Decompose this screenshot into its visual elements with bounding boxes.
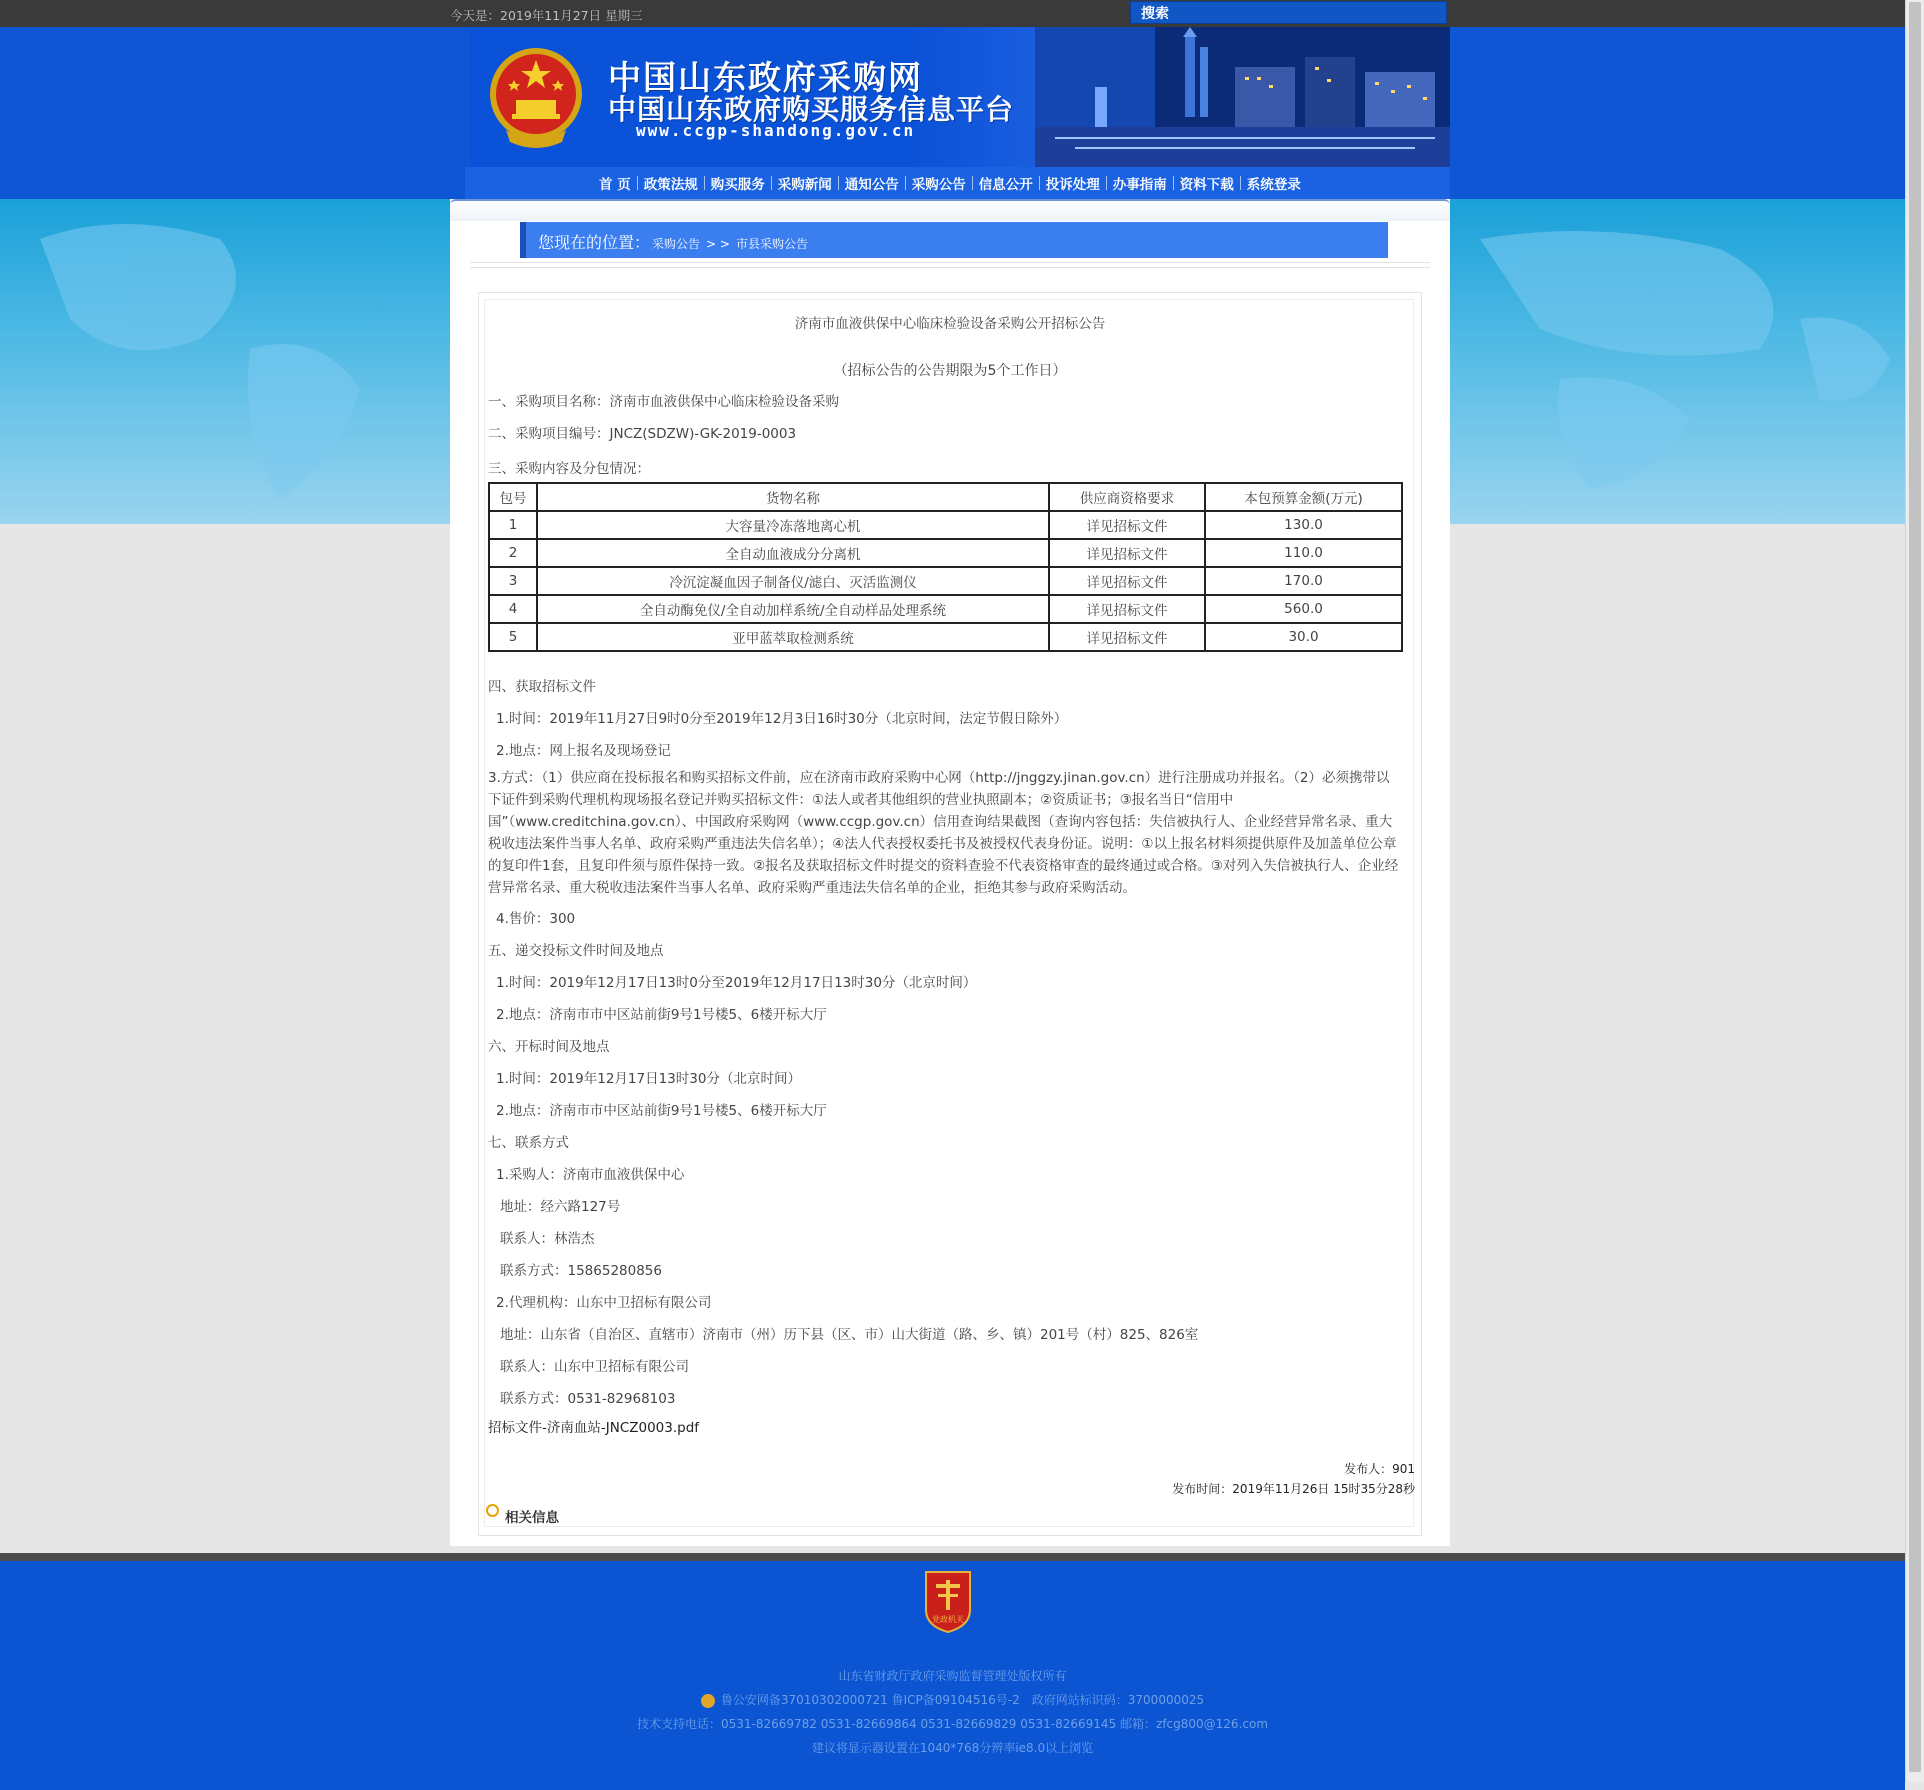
cell-budget: 30.0 [1205,623,1402,651]
nav-download[interactable]: 资料下载 [1179,177,1234,193]
cell-budget: 110.0 [1205,539,1402,567]
national-emblem-icon [488,44,584,150]
section-6-heading: 六、开标时间及地点 [488,1039,610,1055]
cell-goods-name: 冷沉淀凝血因子制备仪/滤白、灭活监测仪 [537,567,1049,595]
breadcrumb-separator: > > [706,237,730,251]
buyer-name: 1.采购人：济南市血液供保中心 [496,1167,685,1183]
section-4-heading: 四、获取招标文件 [488,679,596,695]
site-url: www.ccgp-shandong.gov.cn [636,121,916,140]
sec-4-place: 2.地点：网上报名及现场登记 [496,743,671,759]
sec-4-price: 4.售价：300 [496,911,576,927]
top-bar [0,0,1905,27]
cell-package-no: 3 [489,567,537,595]
city-skyline-image [1035,27,1450,167]
panel-top-rim [450,199,1450,221]
table-row [489,595,1402,623]
agent-address: 地址：山东省（自治区、直辖市）济南市（州）历下县（区、市）山大街道（路、乡、镇）201号（村）825、826室 [500,1327,1199,1343]
package-heading: 三、采购内容及分包情况： [488,461,650,477]
table-row [489,623,1402,651]
buyer-address: 地址：经六路127号 [500,1199,621,1215]
scrollbar-thumb[interactable] [1909,2,1921,1772]
nav-complaint[interactable]: 投诉处理 [1045,177,1100,193]
agent-name: 2.代理机构：山东中卫招标有限公司 [496,1295,712,1311]
cell-qualification: 详见招标文件 [1049,595,1205,623]
section-7-heading: 七、联系方式 [488,1135,569,1151]
breadcrumb-link-city-county[interactable]: 市县采购公告 [735,237,808,251]
section-5-heading: 五、递交投标文件时间及地点 [488,943,664,959]
sec-5-place: 2.地点：济南市市中区站前街9号1号楼5、6楼开标大厅 [496,1007,827,1023]
nav-news[interactable]: 采购新闻 [777,177,832,193]
related-info-label[interactable]: 相关信息 [505,1510,559,1526]
article-title: 济南市血液供保中心临床检验设备采购公开招标公告 [794,316,1106,332]
nav-home[interactable]: 首 页 [599,177,631,193]
cell-budget: 130.0 [1205,511,1402,539]
main-nav [465,167,1450,199]
breadcrumb [520,222,1388,258]
cell-goods-name: 亚甲蓝萃取检测系统 [537,623,1049,651]
cell-qualification: 详见招标文件 [1049,623,1205,651]
publish-time: 发布时间：2019年11月26日 15时35分28秒 [1172,1482,1415,1496]
buyer-contact: 联系人：林浩杰 [500,1231,595,1247]
col-budget: 本包预算金额(万元) [1205,483,1402,511]
agent-phone: 联系方式：0531-82968103 [500,1391,676,1407]
nav-purchase-service[interactable]: 购买服务 [710,177,765,193]
nav-notice[interactable]: 通知公告 [844,177,899,193]
footer-copyright: 山东省财政厅政府采购监督管理处版权所有 [838,1669,1067,1683]
sec-6-place: 2.地点：济南市市中区站前街9号1号楼5、6楼开标大厅 [496,1103,827,1119]
footer-registration [0,1691,1905,1708]
footer-support: 技术支持电话：0531-82669782 0531-82669864 0531-82669829 0531-82669145 邮箱：zfcg800@126.com [636,1717,1269,1731]
attachment-link[interactable]: 招标文件-济南血站-JNCZ0003.pdf [488,1420,700,1436]
search-label[interactable]: 搜索 [1141,6,1169,22]
sec-5-time: 1.时间：2019年12月17日13时0分至2019年12月17日13时30分（北京时间） [496,975,977,991]
bullet-circle-icon [486,1504,499,1517]
table-row [489,539,1402,567]
cell-goods-name: 全自动酶免仪/全自动加样系统/全自动样品处理系统 [537,595,1049,623]
buyer-phone: 联系方式：15865280856 [500,1263,662,1279]
cell-package-no: 2 [489,539,537,567]
sec-4-method: 3.方式：（1）供应商在投标报名和购买招标文件前，应在济南市政府采购中心网（http://jnggzy.jinan.gov.cn）进行注册成功并报名。（2）必须携带以下证件到采购代理机构现场报名登记并购买招标文件：①法人或者其他组织的营业执照副本；②资质证书；③报名当日“信用中国”（www.creditchina.gov.cn）、中国政府采购网（www.ccgp.gov.cn）信用查询结果截图（查询内容包括：失信被执行人、企业经营异常名录、重大税收违法案件当事人名单、政府采购严重违法失信名单）；④法人代表授权委托书及被授权代表身份证。说明：①以上报名材料须提供原件及加盖单位公章的复印件1套，且复印件须与原件保持一致。②报名及获取招标文件时提交的资料查验不代表资格审查的最终通过或合格。③对列入失信被执行人、企业经营异常名录、重大税收违法案件当事人名单、政府采购严重违法失信名单的企业，拒绝其参与政府采购活动。 [488,770,1399,896]
party-government-badge-icon [922,1570,974,1634]
police-badge-icon [701,1694,715,1708]
cell-package-no: 1 [489,511,537,539]
nav-guide[interactable]: 办事指南 [1112,177,1167,193]
table-header-row [489,483,1402,511]
cell-package-no: 5 [489,623,537,651]
cell-package-no: 4 [489,595,537,623]
package-table [488,482,1403,652]
breadcrumb-link-announcement[interactable]: 采购公告 [652,237,701,251]
table-row [489,511,1402,539]
site-subtitle: 中国山东政府购买服务信息平台 [608,93,1015,126]
agent-contact: 联系人：山东中卫招标有限公司 [500,1359,689,1375]
cell-qualification: 详见招标文件 [1049,539,1205,567]
col-qualification: 供应商资格要求 [1049,483,1205,511]
nav-login[interactable]: 系统登录 [1246,177,1301,193]
col-package-no: 包号 [489,483,537,511]
nav-policy[interactable]: 政策法规 [643,177,698,193]
badge-text: 党政机关 [932,1615,964,1624]
date-text: 今天是：2019年11月27日 星期三 [450,8,643,23]
footer-registration-text: 鲁公安网备37010302000721 鲁ICP备09104516号-2 政府网站标识码：3700000025 [720,1693,1205,1707]
footer-browser-hint: 建议将显示器设置在1040*768分辨率ie8.0以上浏览 [811,1741,1094,1755]
nav-announcement[interactable]: 采购公告 [911,177,966,193]
article-note: （招标公告的公告期限为5个工作日） [833,363,1067,379]
cell-qualification: 详见招标文件 [1049,567,1205,595]
breadcrumb-lead: 您现在的位置： [538,233,651,252]
cell-qualification: 详见招标文件 [1049,511,1205,539]
project-code: 二、采购项目编号：JNCZ(SDZW)-GK-2019-0003 [488,426,797,442]
site-title: 中国山东政府采购网 [608,58,923,97]
nav-list [593,167,1307,199]
cell-budget: 170.0 [1205,567,1402,595]
table-row [489,567,1402,595]
publisher: 发布人：901 [1344,1462,1415,1476]
cell-budget: 560.0 [1205,595,1402,623]
sec-6-time: 1.时间：2019年12月17日13时30分（北京时间） [496,1071,801,1087]
cell-goods-name: 全自动血液成分分离机 [537,539,1049,567]
breadcrumb-divider [470,262,1430,268]
search-box[interactable] [1130,1,1447,24]
col-goods-name: 货物名称 [537,483,1049,511]
vertical-scrollbar[interactable] [1905,0,1924,1782]
cell-goods-name: 大容量冷冻落地离心机 [537,511,1049,539]
nav-disclosure[interactable]: 信息公开 [978,177,1033,193]
project-name: 一、采购项目名称：济南市血液供保中心临床检验设备采购 [488,394,839,410]
sec-4-time: 1.时间：2019年11月27日9时0分至2019年12月3日16时30分（北京时间，法定节假日除外） [496,711,1068,727]
